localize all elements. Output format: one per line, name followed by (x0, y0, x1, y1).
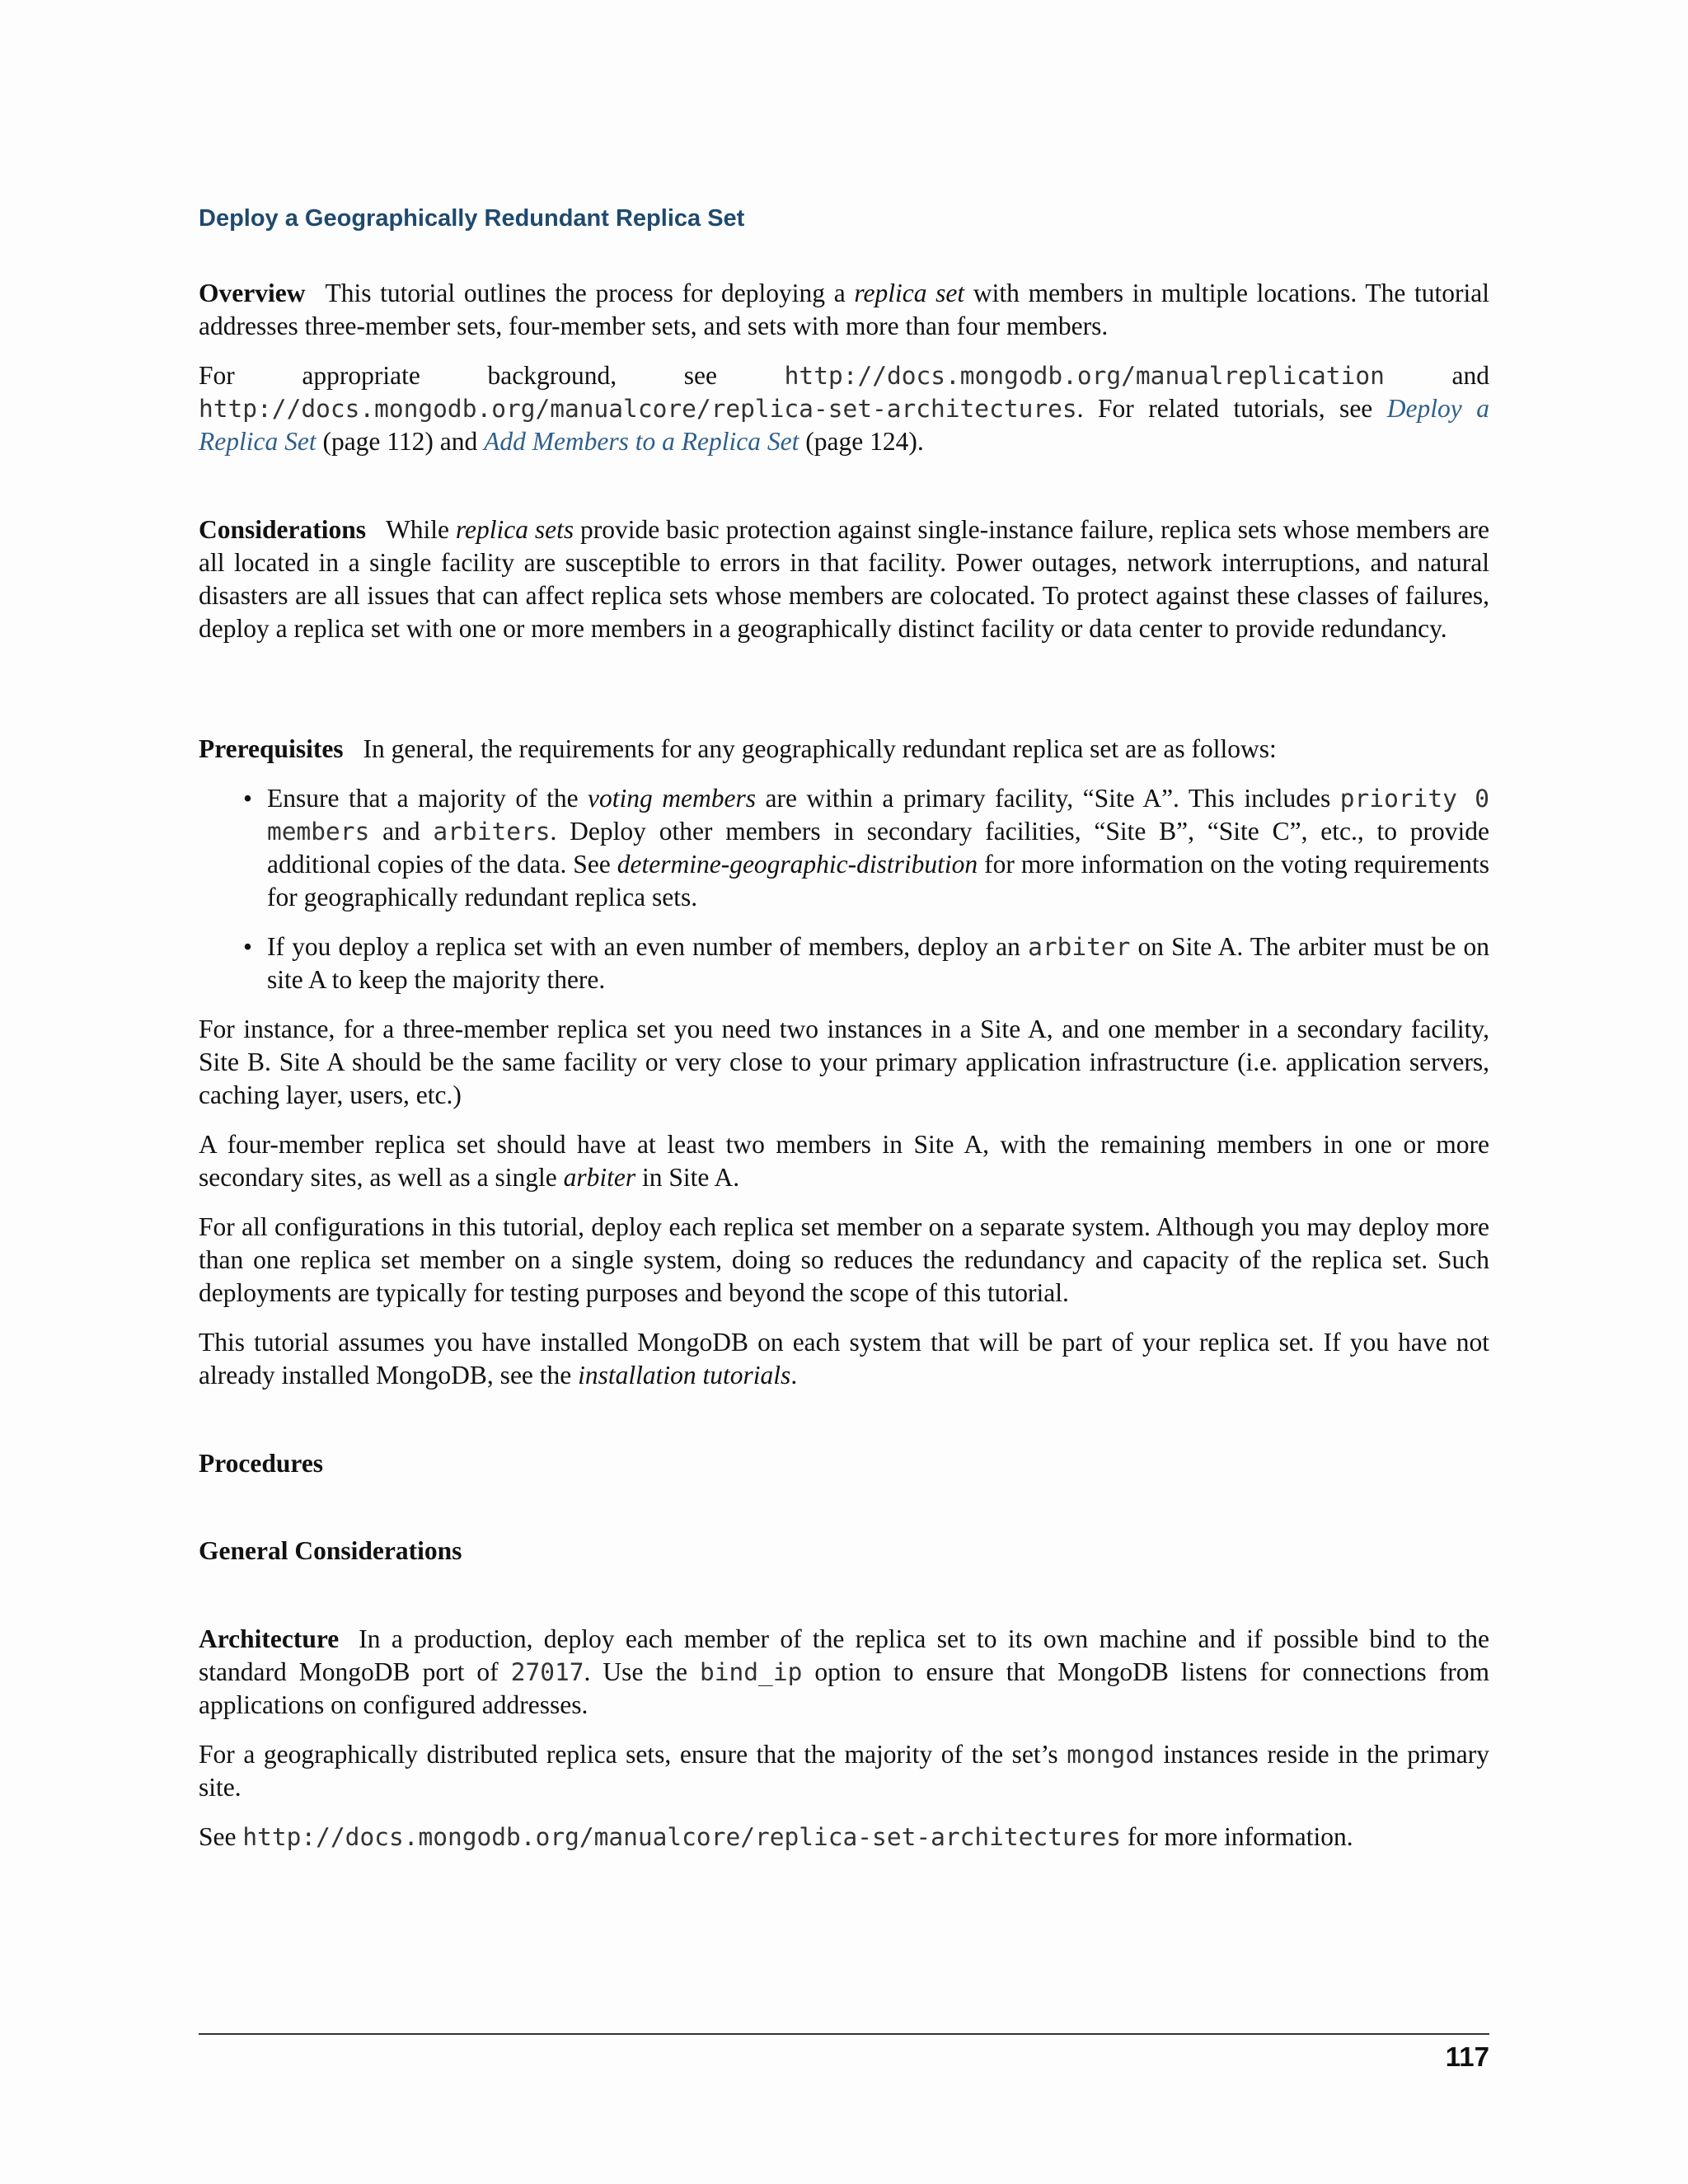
text: instances reside in the primary site. (199, 1740, 1489, 1802)
replication-url: http://docs.mongodb.org/manualreplication (784, 362, 1385, 390)
text: . Use the (584, 1657, 701, 1686)
installation-paragraph (199, 1326, 1489, 1392)
four-member-paragraph (199, 1128, 1489, 1194)
configurations-paragraph: For all configurations in this tutorial, deploy each replica set member on a separate system. Although you may deploy more than one replica set member on a single system, doing so reduces the redundancy and capacity of the replica set. Such deployments are typically for testing purposes and beyond the scope of this tutorial. (199, 1212, 1489, 1307)
text: option to ensure that MongoDB listens for connections from applications on configured addresses. (199, 1657, 1489, 1719)
text: . Deploy other members in secondary facilities, “Site B”, “Site C”, etc., to provide additional copies of the data. See (267, 817, 1490, 879)
overview-section (199, 277, 1489, 458)
replica-set-term: replica set (854, 279, 965, 307)
text: Ensure that a majority of the (267, 784, 588, 813)
arbiters-code: arbiters (433, 818, 551, 846)
geographic-distribution-term: determine-geographic-distribution (617, 850, 978, 879)
footer-divider (199, 2033, 1489, 2035)
text: with members in multiple locations. The tutorial addresses three-member sets, four-member sets, and sets with more than four members. (199, 279, 1489, 340)
page-number: 117 (1445, 2041, 1489, 2072)
distributed-paragraph (199, 1738, 1489, 1804)
prerequisites-section (199, 733, 1489, 1392)
voting-members-term: voting members (588, 784, 756, 813)
considerations-section (199, 513, 1489, 645)
port-code: 27017 (510, 1658, 584, 1686)
text: For a geographically distributed replica sets, ensure that the majority of the set’s (199, 1740, 1067, 1769)
prerequisites-label: Prerequisites (199, 734, 344, 763)
overview-background-paragraph (199, 359, 1489, 458)
priority-0-code: priority 0 members (267, 785, 1490, 846)
deploy-replica-set-link[interactable]: Deploy a Replica Set (199, 394, 1489, 456)
architectures-url: http://docs.mongodb.org/manualcore/replica-set-architectures (199, 395, 1077, 423)
considerations-label: Considerations (199, 515, 367, 544)
overview-paragraph (199, 277, 1489, 343)
text: This tutorial outlines the process for deploying a (325, 279, 855, 307)
text: provide basic protection against single-instance failure, replica sets whose members are all located in a single facility are susceptible to errors in that facility. Power outages, network interruptions, and natural disasters are all issues that can affect replica sets whose members are colocated. To protect against these classes of failures, deploy a replica set with one or more members in a geographically distinct facility or data center to provide redundancy. (199, 515, 1489, 643)
text: (page 124). (799, 427, 924, 456)
text: on Site A. The arbiter must be on site A to keep the majority there. (267, 932, 1489, 994)
text: are within a primary facility, “Site A”. This includes (756, 784, 1340, 813)
text: While (386, 515, 456, 544)
installation-tutorials-term: installation tutorials (578, 1361, 791, 1390)
list-item (199, 782, 1489, 914)
considerations-paragraph (199, 513, 1489, 645)
arbiter-term: arbiter (563, 1163, 636, 1192)
architectures-url: http://docs.mongodb.org/manualcore/replica-set-architectures (242, 1823, 1121, 1851)
text: for more information on the voting requirements for geographically redundant replica sets. (267, 850, 1489, 912)
text: . For related tutorials, see (1076, 394, 1387, 423)
text: for more information. (1121, 1822, 1353, 1851)
mongod-code: mongod (1067, 1741, 1155, 1769)
three-member-paragraph: For instance, for a three-member replica set you need two instances in a Site A, and one member in a secondary facility, Site B. Site A should be the same facility or very close to your primary application infrastructure (i.e. application servers, caching layer, users, etc.) (199, 1015, 1489, 1109)
see-more-paragraph (199, 1821, 1489, 1854)
procedures-heading: Procedures (199, 1449, 324, 1478)
requirements-list (199, 782, 1489, 996)
section-title: Deploy a Geographically Redundant Replica Set (199, 205, 745, 232)
architecture-section (199, 1623, 1489, 1854)
text: and (369, 817, 434, 846)
text: . (790, 1361, 798, 1390)
bind-ip-code: bind_ip (700, 1658, 803, 1686)
text: If you deploy a replica set with an even number of members, deploy an (267, 932, 1029, 961)
text: and (1384, 361, 1490, 390)
text: See (199, 1822, 243, 1851)
general-considerations-heading: General Considerations (199, 1536, 462, 1565)
add-members-link[interactable]: Add Members to a Replica Set (484, 427, 799, 456)
bullet-icon: • (243, 784, 253, 813)
list-item (199, 930, 1489, 996)
text: A four-member replica set should have at least two members in Site A, with the remaining members in one or more secondary sites, as well as a single (199, 1130, 1489, 1192)
text: In a production, deploy each member of the replica set to its own machine and if possible bind to the standard MongoDB port of (199, 1624, 1489, 1686)
text: (page 112) and (316, 427, 485, 456)
bullet-icon: • (243, 932, 253, 961)
text: This tutorial assumes you have installed MongoDB on each system that will be part of your replica set. If you have not already installed MongoDB, see the (199, 1328, 1489, 1390)
text: In general, the requirements for any geographically redundant replica set are as follows: (363, 734, 1277, 763)
text: For appropriate background, see (199, 361, 785, 390)
replica-sets-term: replica sets (455, 515, 574, 544)
overview-label: Overview (199, 279, 306, 307)
text: in Site A. (635, 1163, 740, 1192)
architecture-label: Architecture (199, 1624, 340, 1653)
architecture-paragraph (199, 1623, 1489, 1722)
arbiter-code: arbiter (1028, 933, 1131, 961)
prerequisites-intro (199, 733, 1489, 766)
